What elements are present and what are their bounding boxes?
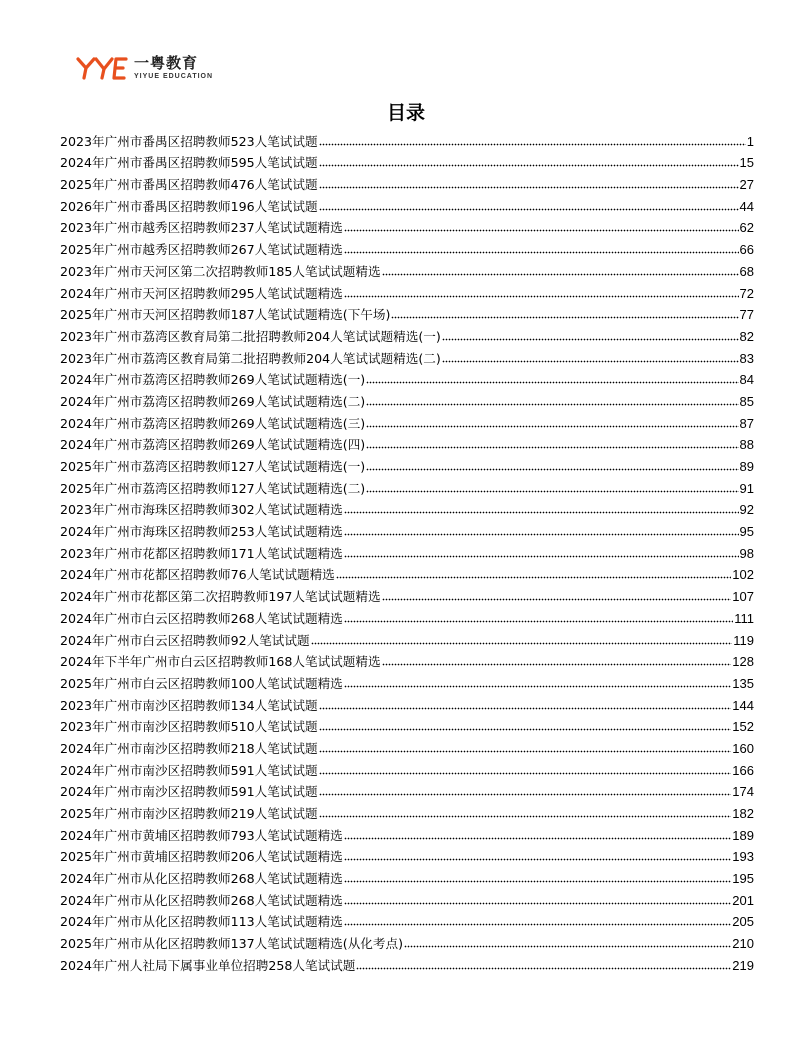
- toc-entry-page: 98: [739, 545, 754, 561]
- toc-dot-leader: [344, 533, 739, 536]
- logo-chinese-name: 一粤教育: [134, 54, 199, 72]
- toc-dot-leader: [319, 164, 739, 167]
- toc-entry-label: 2025年广州市黄埔区招聘教师206人笔试试题精选: [60, 849, 343, 865]
- toc-entry[interactable]: [60, 951, 754, 973]
- toc-dot-leader: [319, 750, 732, 753]
- toc-entry[interactable]: [60, 539, 754, 561]
- toc-entry[interactable]: [60, 582, 754, 604]
- toc-entry-label: 2023年广州市荔湾区教育局第二批招聘教师204人笔试试题精选(二): [60, 350, 441, 366]
- toc-entry-page: 205: [732, 914, 754, 930]
- toc-entry-label: 2024年广州市白云区招聘教师92人笔试试题: [60, 632, 310, 648]
- toc-entry-page: 182: [732, 806, 754, 821]
- toc-entry[interactable]: [60, 648, 754, 670]
- toc-entry-label: 2025年广州市南沙区招聘教师219人笔试试题: [60, 806, 318, 821]
- toc-entry[interactable]: [60, 214, 754, 236]
- toc-entry[interactable]: [60, 886, 754, 908]
- toc-entry-page: 193: [732, 849, 754, 865]
- toc-entry-label: 2024年广州市白云区招聘教师268人笔试试题精选: [60, 610, 343, 626]
- toc-entry[interactable]: [60, 517, 754, 539]
- toc-entry-page: 72: [739, 285, 754, 301]
- toc-entry[interactable]: [60, 799, 754, 821]
- toc-dot-leader: [391, 316, 738, 319]
- toc-entry-label: 2025年广州市荔湾区招聘教师127人笔试试题精选(二): [60, 480, 366, 496]
- toc-entry-page: 89: [739, 459, 754, 474]
- toc-dot-leader: [366, 425, 738, 428]
- toc-entry-page: 189: [732, 827, 754, 843]
- toc-entry-page: 77: [739, 307, 754, 323]
- toc-dot-leader: [319, 707, 732, 710]
- toc-entry[interactable]: [60, 778, 754, 800]
- toc-entry-label: 2025年广州市天河区招聘教师187人笔试试题精选(下午场): [60, 307, 391, 323]
- toc-entry[interactable]: [60, 322, 754, 344]
- toc-dot-leader: [366, 381, 738, 384]
- toc-entry[interactable]: [60, 387, 754, 409]
- toc-dot-leader: [442, 338, 739, 341]
- toc-entry-label: 2024年广州人社局下属事业单位招聘258人笔试试题: [60, 957, 356, 973]
- toc-entry[interactable]: [60, 713, 754, 735]
- brand-logo: [76, 55, 213, 81]
- toc-entry[interactable]: [60, 626, 754, 648]
- toc-entry-page: 107: [732, 589, 754, 605]
- toc-dot-leader: [344, 837, 732, 840]
- toc-dot-leader: [356, 967, 731, 970]
- table-of-contents: [60, 127, 754, 973]
- toc-entry-label: 2025年广州市白云区招聘教师100人笔试试题精选: [60, 675, 343, 691]
- toc-entry-label: 2023年广州市越秀区招聘教师237人笔试试题精选: [60, 220, 343, 236]
- toc-entry-label: 2024年广州市花都区第二次招聘教师197人笔试试题精选: [60, 589, 381, 605]
- toc-entry[interactable]: [60, 864, 754, 886]
- toc-entry-page: 88: [739, 437, 754, 453]
- toc-entry-page: 210: [732, 936, 754, 952]
- toc-entry-label: 2024年广州市荔湾区招聘教师269人笔试试题精选(一): [60, 372, 366, 388]
- toc-entry[interactable]: [60, 908, 754, 930]
- toc-entry[interactable]: [60, 604, 754, 626]
- toc-entry-page: 201: [732, 892, 754, 908]
- toc-entry[interactable]: [60, 452, 754, 474]
- toc-dot-leader: [344, 620, 733, 623]
- toc-entry-label: 2024年广州市黄埔区招聘教师793人笔试试题精选: [60, 827, 343, 843]
- toc-dot-leader: [344, 295, 739, 298]
- toc-entry-page: 62: [739, 220, 754, 236]
- toc-entry-page: 15: [739, 155, 754, 171]
- toc-entry[interactable]: [60, 192, 754, 214]
- toc-entry-label: 2024年广州市从化区招聘教师113人笔试试题精选: [60, 914, 343, 930]
- toc-entry-page: 111: [734, 610, 754, 626]
- toc-entry-label: 2024年广州市荔湾区招聘教师269人笔试试题精选(二): [60, 393, 366, 409]
- toc-entry[interactable]: [60, 691, 754, 713]
- toc-dot-leader: [319, 793, 732, 796]
- toc-dot-leader: [344, 229, 739, 232]
- toc-entry-label: 2024年广州市荔湾区招聘教师269人笔试试题精选(四): [60, 437, 366, 453]
- toc-entry-label: 2025年广州市从化区招聘教师137人笔试试题精选(从化考点): [60, 936, 403, 952]
- toc-dot-leader: [382, 273, 739, 276]
- toc-entry-page: 84: [739, 372, 754, 388]
- toc-entry[interactable]: [60, 474, 754, 496]
- toc-entry-label: 2023年广州市天河区第二次招聘教师185人笔试试题精选: [60, 263, 381, 279]
- toc-entry-page: 119: [733, 632, 754, 648]
- toc-dot-leader: [344, 902, 732, 905]
- toc-entry-label: 2024年广州市南沙区招聘教师591人笔试试题: [60, 784, 318, 800]
- toc-entry[interactable]: [60, 344, 754, 366]
- toc-dot-leader: [319, 728, 732, 731]
- toc-entry[interactable]: [60, 409, 754, 431]
- toc-entry-label: 2023年广州市荔湾区教育局第二批招聘教师204人笔试试题精选(一): [60, 328, 441, 344]
- toc-entry-label: 2023年广州市番禺区招聘教师523人笔试试题: [60, 133, 318, 149]
- toc-entry[interactable]: [60, 366, 754, 388]
- toc-entry-label: 2024年广州市荔湾区招聘教师269人笔试试题精选(三): [60, 415, 366, 431]
- toc-entry[interactable]: [60, 561, 754, 583]
- toc-dot-leader: [404, 945, 731, 948]
- toc-dot-leader: [366, 468, 738, 471]
- toc-entry-label: 2025年广州市越秀区招聘教师267人笔试试题精选: [60, 242, 343, 258]
- toc-entry-page: 87: [739, 415, 754, 431]
- toc-entry-page: 135: [732, 675, 754, 691]
- toc-dot-leader: [382, 663, 732, 666]
- toc-entry-page: 195: [732, 871, 754, 887]
- toc-entry-page: 44: [739, 198, 754, 214]
- toc-dot-leader: [366, 403, 738, 406]
- toc-entry-label: 2024年下半年广州市白云区招聘教师168人笔试试题精选: [60, 654, 381, 670]
- toc-entry-label: 2023年广州市花都区招聘教师171人笔试试题精选: [60, 545, 343, 561]
- toc-dot-leader: [344, 923, 732, 926]
- toc-entry[interactable]: [60, 821, 754, 843]
- toc-entry[interactable]: [60, 929, 754, 951]
- toc-entry-page: 68: [739, 263, 754, 279]
- toc-entry[interactable]: [60, 279, 754, 301]
- toc-dot-leader: [344, 858, 732, 861]
- toc-dot-leader: [344, 880, 732, 883]
- toc-dot-leader: [344, 685, 732, 688]
- toc-entry-label: 2024年广州市花都区招聘教师76人笔试试题精选: [60, 567, 335, 583]
- toc-dot-leader: [366, 490, 738, 493]
- toc-entry-label: 2024年广州市从化区招聘教师268人笔试试题精选: [60, 871, 343, 887]
- toc-entry[interactable]: [60, 301, 754, 323]
- toc-title: 目录: [386, 102, 425, 124]
- toc-entry[interactable]: [60, 843, 754, 865]
- toc-entry[interactable]: [60, 149, 754, 171]
- toc-entry[interactable]: [60, 170, 754, 192]
- toc-entry-page: 85: [739, 393, 754, 409]
- toc-entry-label: 2023年广州市海珠区招聘教师302人笔试试题精选: [60, 502, 343, 518]
- toc-entry[interactable]: [60, 756, 754, 778]
- toc-dot-leader: [311, 642, 733, 645]
- toc-entry[interactable]: [60, 734, 754, 756]
- toc-entry-label: 2026年广州市番禺区招聘教师196人笔试试题: [60, 198, 318, 214]
- toc-entry-page: 219: [732, 957, 754, 973]
- toc-dot-leader: [319, 772, 732, 775]
- toc-entry[interactable]: [60, 127, 754, 149]
- toc-dot-leader: [344, 511, 739, 514]
- toc-entry-page: 82: [739, 328, 754, 344]
- toc-entry-label: 2024年广州市番禺区招聘教师595人笔试试题: [60, 155, 318, 171]
- toc-entry-page: 95: [739, 524, 754, 540]
- toc-entry-label: 2024年广州市南沙区招聘教师591人笔试试题: [60, 762, 318, 778]
- toc-entry[interactable]: [60, 431, 754, 453]
- toc-entry-label: 2024年广州市从化区招聘教师268人笔试试题精选: [60, 892, 343, 908]
- toc-entry-page: 92: [739, 502, 754, 518]
- toc-dot-leader: [319, 208, 739, 211]
- toc-entry-page: 83: [739, 350, 754, 366]
- toc-entry-page: 166: [732, 762, 754, 778]
- toc-entry-label: 2023年广州市南沙区招聘教师510人笔试试题: [60, 719, 318, 735]
- toc-entry-label: 2025年广州市番禺区招聘教师476人笔试试题: [60, 177, 318, 193]
- toc-dot-leader: [344, 555, 739, 558]
- toc-entry-page: 102: [732, 567, 754, 583]
- toc-entry-label: 2024年广州市海珠区招聘教师253人笔试试题精选: [60, 524, 343, 540]
- toc-entry-page: 1: [746, 133, 754, 149]
- toc-entry-label: 2023年广州市南沙区招聘教师134人笔试试题: [60, 697, 318, 713]
- toc-dot-leader: [442, 360, 739, 363]
- toc-dot-leader: [319, 143, 746, 146]
- toc-entry-page: 152: [732, 719, 754, 735]
- toc-entry-page: 144: [732, 697, 754, 713]
- toc-entry-page: 27: [739, 177, 754, 193]
- toc-entry[interactable]: [60, 235, 754, 257]
- toc-entry-page: 160: [732, 740, 754, 756]
- toc-entry[interactable]: [60, 669, 754, 691]
- toc-entry-label: 2024年广州市南沙区招聘教师218人笔试试题: [60, 740, 318, 756]
- toc-dot-leader: [319, 815, 732, 818]
- yiyue-logo-icon: [76, 55, 128, 81]
- toc-entry-label: 2024年广州市天河区招聘教师295人笔试试题精选: [60, 285, 343, 301]
- toc-entry-page: 66: [739, 242, 754, 258]
- toc-dot-leader: [336, 576, 732, 579]
- toc-entry-page: 91: [739, 480, 754, 496]
- logo-english-name: YIYUE EDUCATION: [134, 73, 214, 80]
- toc-entry-page: 174: [732, 784, 754, 800]
- toc-entry-page: 128: [732, 654, 754, 670]
- toc-dot-leader: [319, 186, 739, 189]
- toc-entry[interactable]: [60, 257, 754, 279]
- toc-dot-leader: [382, 598, 732, 601]
- toc-dot-leader: [344, 251, 739, 254]
- toc-entry-label: 2025年广州市荔湾区招聘教师127人笔试试题精选(一): [60, 459, 366, 474]
- toc-entry[interactable]: [60, 496, 754, 518]
- toc-dot-leader: [366, 446, 738, 449]
